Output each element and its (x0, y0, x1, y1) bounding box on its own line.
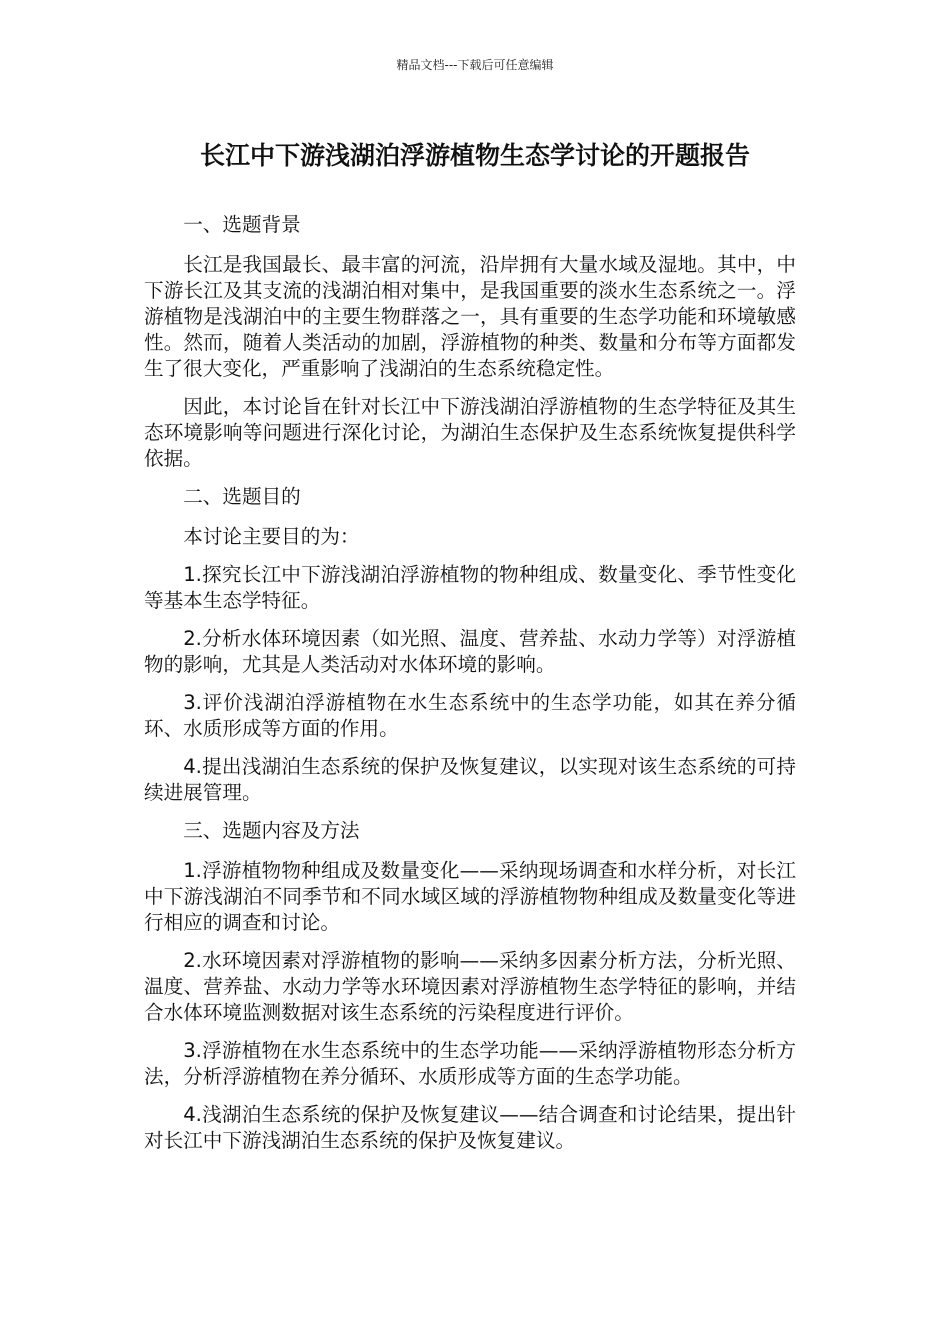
paragraph-method-4: 4.浅湖泊生态系统的保护及恢复建议——结合调查和讨论结果，提出针对长江中下游浅湖泊生态系统的保护及恢复建议。 (144, 1103, 796, 1152)
paragraph-purpose-intro: 本讨论主要目的为： (183, 525, 360, 548)
paragraph-background-2: 因此，本讨论旨在针对长江中下游浅湖泊浮游植物的生态学特征及其生态环境影响等问题进行深化讨论，为湖泊生态保护及生态系统恢复提供科学依据。 (144, 395, 796, 470)
section-heading-background: 一、选题背景 (183, 213, 301, 236)
section-heading-content-methods: 三、选题内容及方法 (183, 819, 360, 842)
paragraph-method-3: 3.浮游植物在水生态系统中的生态学功能——采纳浮游植物形态分析方法，分析浮游植物在养分循环、水质形成等方面的生态学功能。 (144, 1039, 796, 1088)
paragraph-purpose-3: 3.评价浅湖泊浮游植物在水生态系统中的生态学功能，如其在养分循环、水质形成等方面的作用。 (144, 691, 796, 740)
section-heading-purpose: 二、选题目的 (183, 485, 301, 508)
document-title: 长江中下游浅湖泊浮游植物生态学讨论的开题报告 (199, 141, 750, 170)
paragraph-purpose-2: 2.分析水体环境因素（如光照、温度、营养盐、水动力学等）对浮游植物的影响，尤其是人类活动对水体环境的影响。 (144, 627, 796, 676)
paragraph-purpose-1: 1.探究长江中下游浅湖泊浮游植物的物种组成、数量变化、季节性变化等基本生态学特征。 (144, 563, 796, 612)
paragraph-method-1: 1.浮游植物物种组成及数量变化——采纳现场调查和水样分析，对长江中下游浅湖泊不同季节和不同水域区域的浮游植物物种组成及数量变化等进行相应的调查和讨论。 (144, 859, 796, 934)
header-note: 精品文档---下载后可任意编辑 (396, 58, 554, 72)
paragraph-purpose-4: 4.提出浅湖泊生态系统的保护及恢复建议，以实现对该生态系统的可持续进展管理。 (144, 755, 796, 804)
paragraph-background-1: 长江是我国最长、最丰富的河流，沿岸拥有大量水域及湿地。其中，中下游长江及其支流的浅湖泊相对集中，是我国重要的淡水生态系统之一。浮游植物是浅湖泊中的主要生物群落之一，具有重要的生态学功能和环境敏感性。然而，随着人类活动的加剧，浮游植物的种类、数量和分布等方面都发生了很大变化，严重影响了浅湖泊的生态系统稳定性。 (144, 253, 796, 380)
document-body (144, 212, 796, 1166)
paragraph-method-2: 2.水环境因素对浮游植物的影响——采纳多因素分析方法，分析光照、温度、营养盐、水动力学等水环境因素对浮游植物生态学特征的影响，并结合水体环境监测数据对该生态系统的污染程度进行评价。 (144, 949, 796, 1024)
